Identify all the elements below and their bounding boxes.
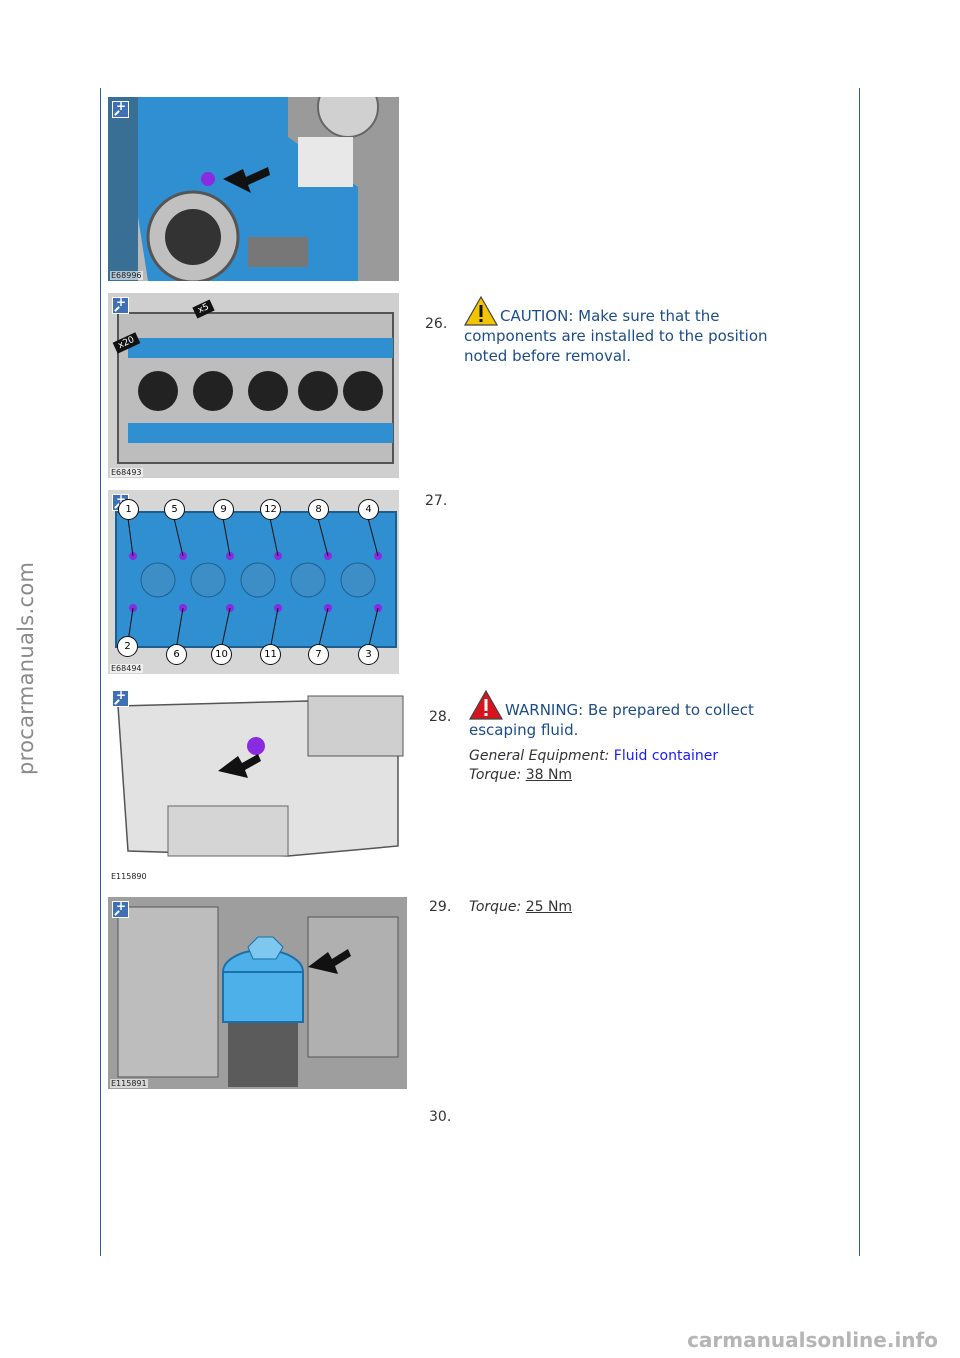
- step-29-number: 29.: [429, 899, 452, 915]
- callout-7: 7: [308, 644, 329, 665]
- zoom-icon[interactable]: [112, 297, 129, 314]
- figure-code: E115891: [111, 1079, 147, 1088]
- right-margin-rule: [859, 88, 860, 1256]
- callout-1: 1: [118, 499, 139, 520]
- camshaft-caps-illustration: [108, 293, 399, 478]
- oil-pan-drain-plug-illustration: [108, 686, 407, 882]
- callout-8: 8: [308, 499, 329, 520]
- figure-code: E68493: [111, 468, 142, 477]
- figure-code: E115890: [111, 872, 147, 881]
- step-27-number: 27.: [425, 493, 448, 509]
- zoom-icon[interactable]: [112, 690, 129, 707]
- callout-3: 3: [358, 644, 379, 665]
- step-26-caution: CAUTION: Make sure that the components are installed to the position noted before removal.: [464, 296, 824, 366]
- figure-e68996: [108, 97, 399, 281]
- step-28-warning: WARNING: Be prepared to collect escaping fluid.: [469, 690, 829, 740]
- step-28-equipment: General Equipment: Fluid container: [469, 748, 719, 764]
- figure-e115891: [108, 897, 407, 1089]
- torque-value[interactable]: 38 Nm: [525, 767, 573, 783]
- callout-9: 9: [213, 499, 234, 520]
- callout-2: 2: [117, 636, 138, 657]
- figure-e68494: [108, 490, 399, 674]
- zoom-icon[interactable]: [112, 101, 129, 118]
- callout-6: 6: [166, 644, 187, 665]
- callout-x5: x5: [192, 300, 214, 319]
- footer-watermark: carmanualsonline.info: [687, 1328, 938, 1352]
- left-margin-rule: [100, 88, 101, 1256]
- step-29-torque: Torque: 25 Nm: [469, 899, 573, 915]
- figure-code: E68494: [111, 664, 142, 673]
- callout-5: 5: [164, 499, 185, 520]
- figure-code: E68996: [111, 271, 142, 280]
- callout-4: 4: [358, 499, 379, 520]
- callout-x20: x20: [113, 332, 141, 353]
- caution-icon: [464, 296, 498, 326]
- step-30-number: 30.: [429, 1109, 452, 1125]
- figure-e115890: [108, 686, 407, 882]
- zoom-icon[interactable]: [112, 901, 129, 918]
- engine-front-cover-illustration: [108, 97, 399, 281]
- figure-e68493: [108, 293, 399, 478]
- step-28-number: 28.: [429, 709, 452, 725]
- warning-icon: [469, 690, 503, 720]
- callout-12: 12: [260, 499, 281, 520]
- callout-10: 10: [211, 644, 232, 665]
- oil-filter-cap-illustration: [108, 897, 407, 1089]
- step-28-torque: Torque: 38 Nm: [469, 767, 573, 783]
- camshaft-bolt-sequence-illustration: [108, 490, 399, 674]
- torque-value[interactable]: 25 Nm: [525, 899, 573, 915]
- fluid-container-link[interactable]: Fluid container: [613, 748, 719, 764]
- side-watermark: procarmanuals.com: [14, 561, 38, 775]
- step-26-number: 26.: [425, 316, 448, 332]
- callout-11: 11: [260, 644, 281, 665]
